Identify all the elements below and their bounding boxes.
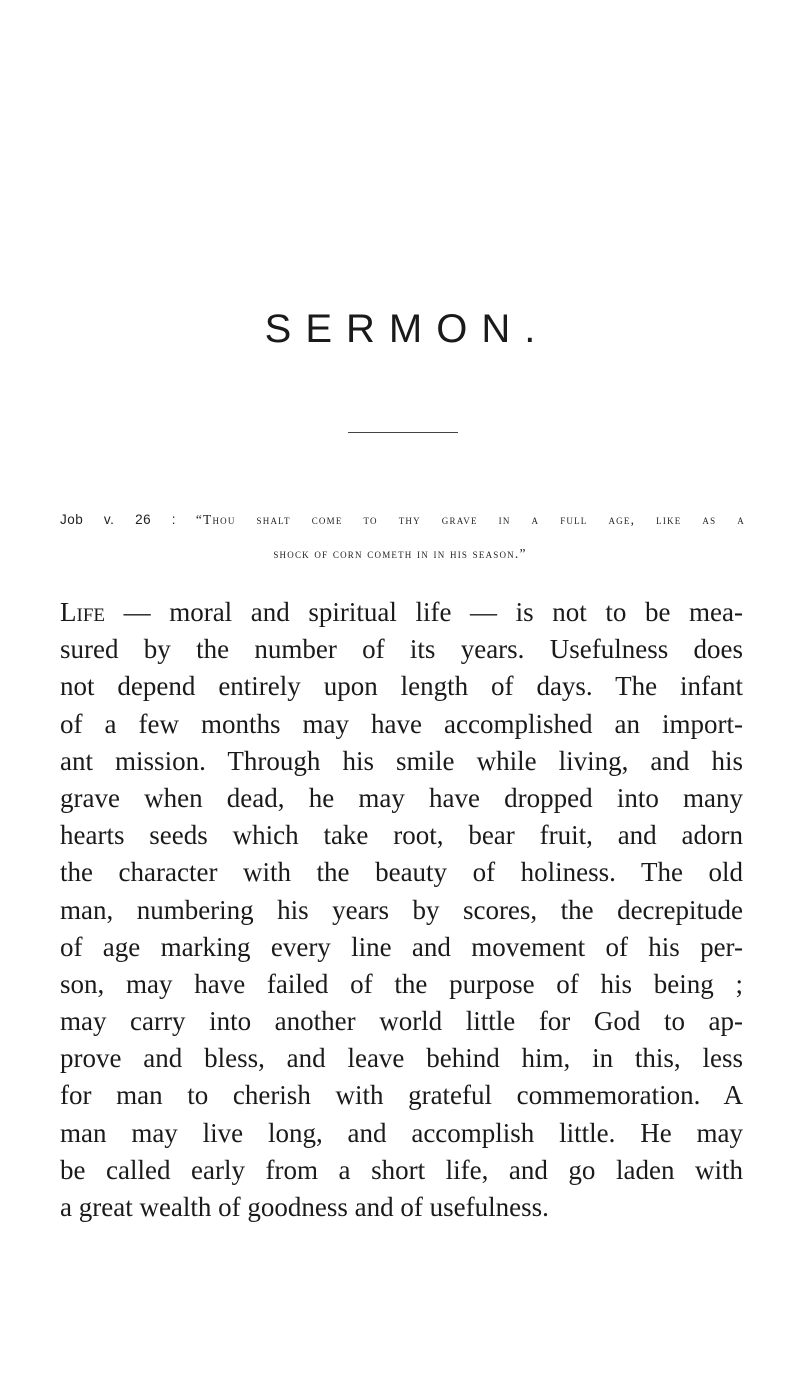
body-line [60,594,743,631]
body-line: of age marking every line and movement of his per- [60,931,743,962]
body-line: a great wealth of goodness and of usefulness. [60,1192,549,1222]
body-line: the character with the beauty of holiness. The old [60,857,743,888]
body-line: man may live long, and accomplish little. He may [60,1117,743,1148]
body-line-text: — moral and spiritual life — is not to be mea- [105,597,743,627]
epigraph-quote-1: “Thou shalt come to thy grave in a full age, like as a [195,512,746,527]
scripture-reference: Job v. 26 : [60,512,177,527]
body-line: son, may have failed of the purpose of his being ; [60,968,743,999]
body-line: sured by the number of its years. Usefulness does [60,634,743,665]
body-line: for man to cherish with grateful commemoration. A [60,1080,743,1111]
epigraph-line-2 [0,544,800,564]
body-line: may carry into another world little for God to ap- [60,1006,743,1037]
page-title: SERMON. [264,307,550,351]
body-line: hearts seeds which take root, bear fruit, and adorn [60,820,743,851]
epigraph-quote-2: shock of corn cometh in in his season.” [273,546,527,561]
body-line: be called early from a short life, and go laden with [60,1154,743,1185]
epigraph-line-1 [60,510,745,530]
lead-word: Life [60,597,105,627]
sermon-body [60,594,743,1226]
body-line: prove and bless, and leave behind him, in this, less [60,1043,743,1074]
body-line: ant mission. Through his smile while living, and his [60,745,743,776]
body-line: grave when dead, he may have dropped into many [60,782,743,813]
body-line: of a few months may have accomplished an import- [60,708,743,739]
body-line: man, numbering his years by scores, the decrepitude [60,894,743,925]
title-divider [348,432,458,433]
body-line: not depend entirely upon length of days. The infant [60,671,743,702]
